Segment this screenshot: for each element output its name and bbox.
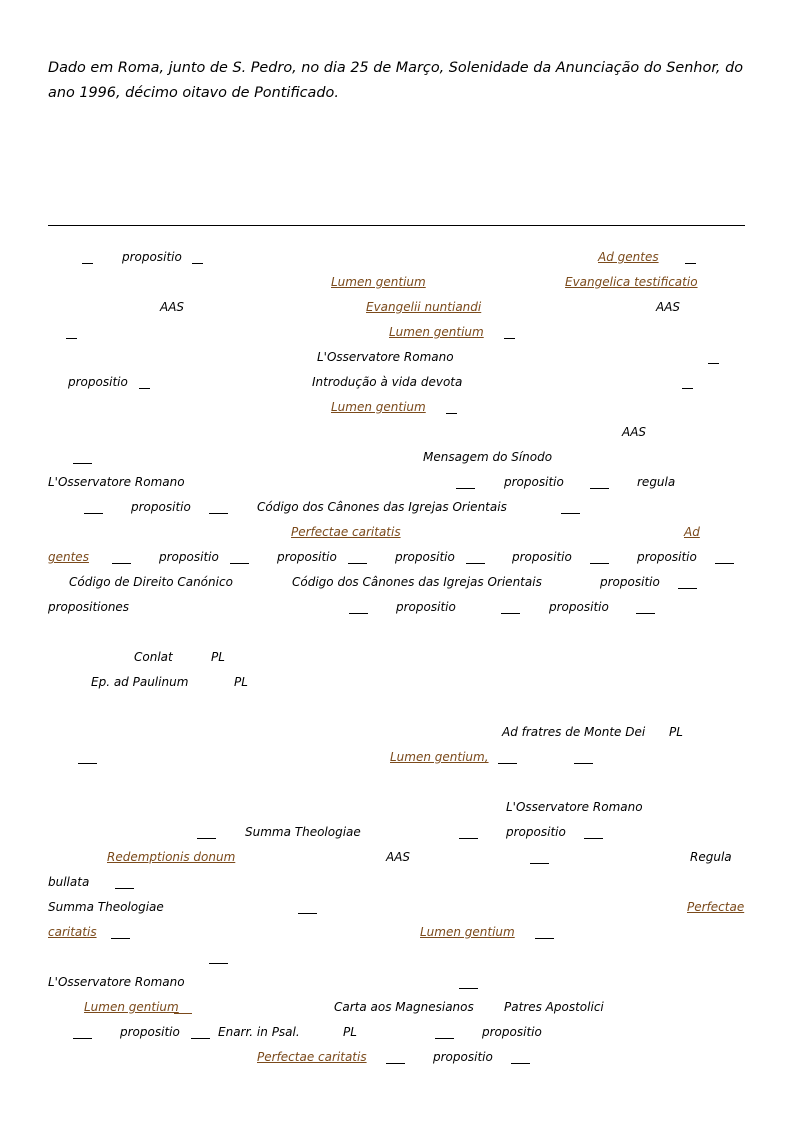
blank-line	[590, 488, 609, 489]
blank-line	[298, 913, 317, 914]
footnote-term: propositio	[637, 550, 697, 564]
blank-line	[715, 563, 734, 564]
footnote-term: propositio	[131, 500, 191, 514]
blank-line	[73, 1038, 92, 1039]
blank-line	[174, 1013, 192, 1014]
footnote-term: PL	[669, 725, 683, 739]
footnote-term: AAS	[160, 300, 185, 314]
footnote-term: propositio	[600, 575, 660, 589]
blank-line	[636, 613, 655, 614]
footnote-link[interactable]: Lumen gentium	[389, 325, 484, 339]
footnote-separator	[48, 225, 745, 226]
footnote-term: propositio	[549, 600, 609, 614]
blank-line	[82, 263, 93, 264]
footnote-term: Summa Theologiae	[48, 900, 164, 914]
footnote-term: propositio	[512, 550, 572, 564]
blank-line	[230, 563, 249, 564]
blank-line	[73, 463, 92, 464]
footnote-term: propositio	[277, 550, 337, 564]
blank-line	[192, 263, 203, 264]
blank-line	[78, 763, 97, 764]
blank-line	[66, 338, 77, 339]
footnote-term: Código dos Cânones das Igrejas Orientais	[292, 575, 542, 589]
blank-line	[574, 763, 593, 764]
closing-paragraph: Dado em Roma, junto de S. Pedro, no dia 25 de Março, Solenidade da Anunciação do Senhor, do ano 1996, décimo oitavo de Pontificado.	[48, 60, 744, 101]
blank-line	[685, 263, 696, 264]
blank-line	[446, 413, 457, 414]
footnote-term: propositio	[68, 375, 128, 389]
blank-line	[84, 513, 103, 514]
blank-line	[501, 613, 520, 614]
blank-line	[708, 363, 719, 364]
footnote-link[interactable]: Lumen gentium	[331, 400, 426, 414]
footnote-link[interactable]: Evangelii nuntiandi	[366, 300, 482, 314]
footnote-link[interactable]: caritatis	[48, 925, 97, 939]
footnote-link[interactable]: Evangelica testificatio	[565, 275, 698, 289]
footnote-term: PL	[343, 1025, 357, 1039]
footnote-term: propositio	[159, 550, 219, 564]
footnote-term: AAS	[656, 300, 681, 314]
footnote-term: L'Osservatore Romano	[506, 800, 643, 814]
blank-line	[678, 588, 697, 589]
blank-line	[511, 1063, 530, 1064]
footnote-term: Mensagem do Sínodo	[423, 450, 553, 464]
footnote-term: propositio	[122, 250, 182, 264]
blank-line	[504, 338, 515, 339]
footnote-term: Ad fratres de Monte Dei	[502, 725, 646, 739]
footnote-link[interactable]: Ad gentes	[598, 250, 659, 264]
footnote-term: Código dos Cânones das Igrejas Orientais	[257, 500, 507, 514]
blank-line	[584, 838, 603, 839]
footnote-term: propositio	[482, 1025, 542, 1039]
footnote-term: bullata	[48, 875, 90, 889]
blank-line	[459, 988, 478, 989]
footnote-link[interactable]: Lumen gentium	[331, 275, 426, 289]
footnote-term: propositio	[433, 1050, 493, 1064]
blank-line	[191, 1038, 210, 1039]
footnote-link[interactable]: Lumen gentium,	[390, 750, 489, 764]
footnote-link[interactable]: Perfectae	[687, 900, 745, 914]
footnote-term: propositiones	[48, 600, 130, 614]
blank-line	[535, 938, 554, 939]
footnote-term: propositio	[395, 550, 455, 564]
blank-line	[139, 388, 150, 389]
footnote-term: Patres Apostolici	[504, 1000, 604, 1014]
footnote-term: L'Osservatore Romano	[317, 350, 454, 364]
footnote-link[interactable]: Lumen gentium	[420, 925, 515, 939]
blank-line	[466, 563, 485, 564]
footnote-term: Código de Direito Canónico	[69, 575, 233, 589]
blank-line	[209, 963, 228, 964]
footnote-term: propositio	[120, 1025, 180, 1039]
footnote-term: Carta aos Magnesianos	[334, 1000, 474, 1014]
footnote-term: AAS	[622, 425, 647, 439]
footnote-term: propositio	[504, 475, 564, 489]
footnote-term: Introdução à vida devota	[312, 375, 463, 389]
footnote-term: regula	[637, 475, 676, 489]
footnote-term: propositio	[506, 825, 566, 839]
blank-line	[498, 763, 517, 764]
footnote-term: PL	[211, 650, 225, 664]
footnote-term: AAS	[386, 850, 411, 864]
blank-line	[590, 563, 609, 564]
blank-line	[115, 888, 134, 889]
footnote-term: L'Osservatore Romano	[48, 475, 185, 489]
blank-line	[530, 863, 549, 864]
blank-line	[456, 488, 475, 489]
footnote-link[interactable]: Lumen gentium	[84, 1000, 179, 1014]
blank-line	[459, 838, 478, 839]
footnote-term: propositio	[396, 600, 456, 614]
footnote-link[interactable]: Perfectae caritatis	[291, 525, 401, 539]
blank-line	[197, 838, 216, 839]
footnote-term: PL	[234, 675, 248, 689]
footnote-link[interactable]: Perfectae caritatis	[257, 1050, 367, 1064]
footnote-link[interactable]: gentes	[48, 550, 89, 564]
blank-line	[348, 563, 367, 564]
footnote-term: Summa Theologiae	[245, 825, 361, 839]
blank-line	[349, 613, 368, 614]
blank-line	[682, 388, 693, 389]
blank-line	[112, 563, 131, 564]
footnote-term: Regula	[690, 850, 732, 864]
blank-line	[386, 1063, 405, 1064]
footnote-term: Ep. ad Paulinum	[91, 675, 189, 689]
footnote-term: Conlat	[134, 650, 173, 664]
footnote-term: Enarr. in Psal.	[218, 1025, 300, 1039]
footnote-link[interactable]: Redemptionis donum	[107, 850, 236, 864]
footnote-term: L'Osservatore Romano	[48, 975, 185, 989]
blank-line	[561, 513, 580, 514]
footnote-link[interactable]: Ad	[684, 525, 700, 539]
blank-line	[435, 1038, 454, 1039]
blank-line	[111, 938, 130, 939]
blank-line	[209, 513, 228, 514]
